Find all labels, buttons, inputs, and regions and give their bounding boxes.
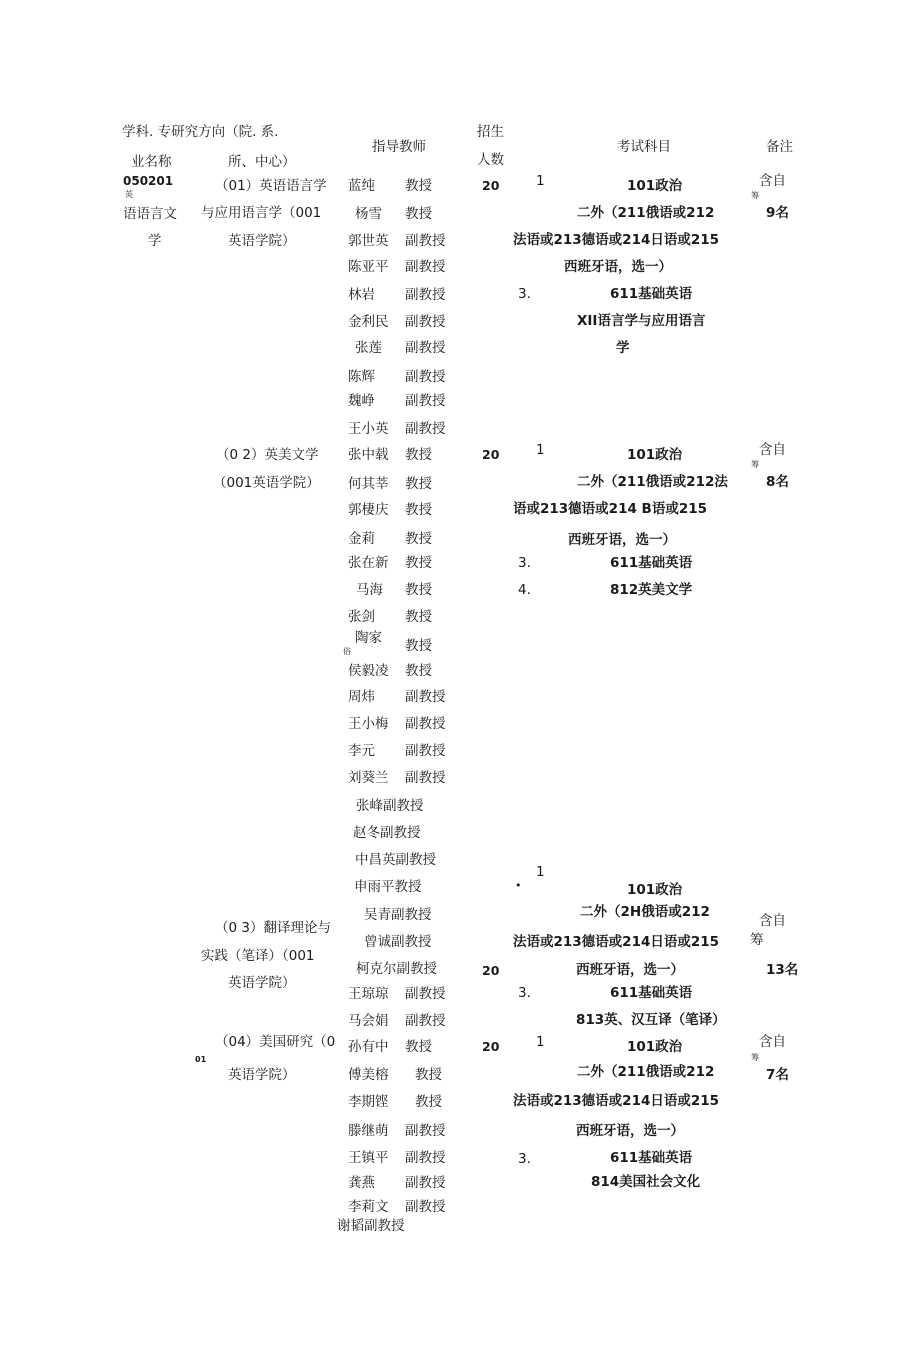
teacher-name: 蓝纯 [348, 178, 375, 194]
teacher-mark: 俗 [343, 647, 351, 656]
teacher-name: 马海 [356, 582, 383, 598]
teacher-name: 何其莘 [348, 476, 389, 492]
teacher-title: 教授 [405, 1039, 432, 1055]
section-4-count: 20 [482, 1039, 500, 1054]
teacher-title: 教授 [405, 663, 432, 679]
teacher-name: 吴青副教授 [364, 907, 432, 923]
teacher-title: 副教授 [405, 421, 446, 437]
teacher-title: 副教授 [405, 743, 446, 759]
header-notes: 备注 [766, 139, 793, 155]
header-advisor: 指导教师 [372, 139, 426, 155]
teacher-title: 副教授 [405, 1175, 446, 1191]
teacher-name: 陈亚平 [348, 259, 389, 275]
teacher-name: 郭棲庆 [348, 502, 389, 518]
teacher-title: 副教授 [405, 689, 446, 705]
teacher-title: 副教授 [405, 1150, 446, 1166]
major-name-line2: 学 [148, 233, 162, 249]
teacher-name: 张剑 [348, 609, 375, 625]
teacher-name: 郭世英 [348, 233, 389, 249]
teacher-title: 教授 [405, 476, 432, 492]
teacher-name: 申雨平教授 [354, 879, 422, 895]
teacher-name: 傅美榕 [348, 1067, 389, 1083]
header-major-name: 业名称 [131, 154, 172, 170]
teacher-title: 教授 [405, 178, 432, 194]
header-enroll-1: 招生 [477, 124, 504, 140]
teacher-title: 副教授 [405, 716, 446, 732]
teacher-name: 林岩 [348, 287, 375, 303]
teacher-title: 教授 [405, 555, 432, 571]
teacher-title: 副教授 [405, 1199, 446, 1215]
section-3-count: 20 [482, 963, 500, 978]
teacher-name: 张在新 [348, 555, 389, 571]
teacher-name: 中昌英副教授 [355, 852, 436, 868]
major-code: 050201 [123, 174, 174, 188]
teacher-title: 教授 [405, 502, 432, 518]
header-enroll-2: 人数 [477, 152, 504, 168]
major-code-sub: 英 [125, 190, 133, 199]
teacher-name: 李元 [348, 743, 375, 759]
teacher-title: 教授 [405, 531, 432, 547]
teacher-name: 金利民 [348, 314, 389, 330]
teacher-title: 副教授 [405, 287, 446, 303]
teacher-title: 副教授 [405, 986, 446, 1002]
header-discipline-line1: 学科. 专研究方向（院. 系. [122, 124, 279, 140]
major-name-line1: 语语言文 [123, 206, 177, 222]
teacher-name: 陈辉 [348, 369, 375, 385]
teacher-name: 张峰副教授 [356, 798, 424, 814]
header-institute: 所、中心） [228, 154, 296, 170]
teacher-name: 陶家 [355, 630, 382, 646]
teacher-title: 副教授 [405, 259, 446, 275]
teacher-name: 赵冬副教授 [353, 825, 421, 841]
teacher-name: 王琼琼 [348, 986, 389, 1002]
teacher-title: 教授 [405, 638, 432, 654]
teacher-name: 魏峥 [348, 393, 375, 409]
teacher-title: 副教授 [405, 314, 446, 330]
teacher-name: 李莉文 [348, 1199, 389, 1215]
teacher-title: 教授 [405, 447, 432, 463]
teacher-title: 副教授 [405, 369, 446, 385]
teacher-name: 周炜 [348, 689, 375, 705]
teacher-name: 张中载 [348, 447, 389, 463]
header-exam: 考试科目 [617, 139, 671, 155]
teacher-name: 马会娟 [348, 1013, 389, 1029]
teacher-name: 王小英 [348, 421, 389, 437]
teacher-name: 金莉 [348, 531, 375, 547]
teacher-title: 副教授 [405, 340, 446, 356]
teacher-title: 副教授 [405, 1123, 446, 1139]
teacher-name: 曾诚副教授 [364, 934, 432, 950]
teacher-title: 教授 [405, 206, 432, 222]
teacher-name: 刘葵兰 [348, 770, 389, 786]
teacher-name: 杨雪 [355, 206, 382, 222]
teacher-title: 副教授 [405, 1013, 446, 1029]
teacher-name: 龚燕 [348, 1175, 375, 1191]
teacher-name: 李期铿 [348, 1094, 389, 1110]
teacher-name: 王镇平 [348, 1150, 389, 1166]
section-2-count: 20 [482, 447, 500, 462]
teacher-title: 副教授 [405, 770, 446, 786]
teacher-name: 谢韬副教授 [337, 1218, 405, 1234]
teacher-name: 滕继萌 [348, 1123, 389, 1139]
teacher-name: 孙有中 [348, 1039, 389, 1055]
section-1-count: 20 [482, 178, 500, 193]
teacher-name: 王小梅 [348, 716, 389, 732]
teacher-title: 副教授 [405, 393, 446, 409]
teacher-name: 柯克尔副教授 [356, 961, 437, 977]
teacher-title: 教授 [405, 582, 432, 598]
teacher-title: 教授 [415, 1067, 442, 1083]
teacher-title: 教授 [405, 609, 432, 625]
teacher-title: 副教授 [405, 233, 446, 249]
teacher-title: 教授 [415, 1094, 442, 1110]
teacher-name: 侯毅凌 [348, 663, 389, 679]
teacher-name: 张莲 [355, 340, 382, 356]
